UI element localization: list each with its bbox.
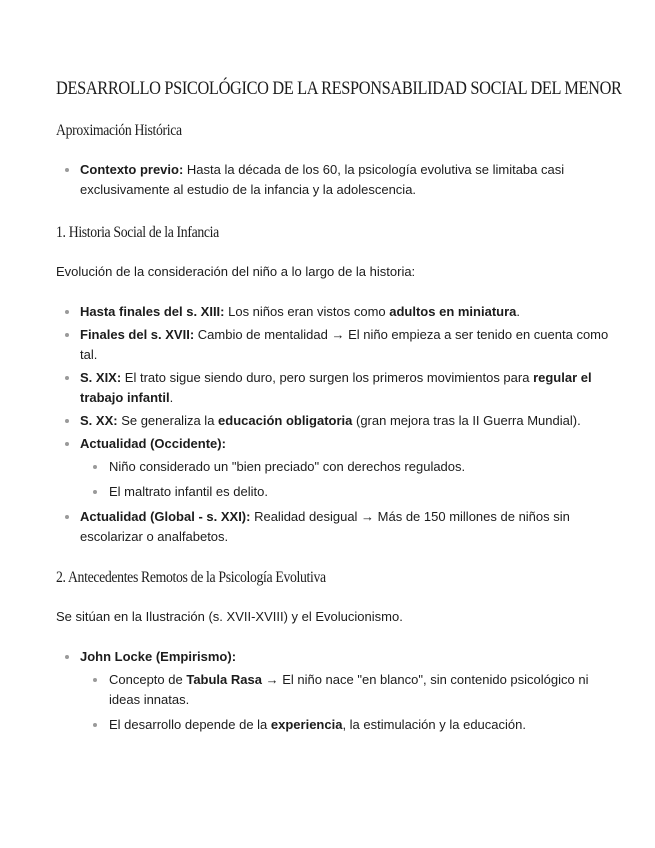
item-label: Finales del s. XVII: [80, 327, 195, 342]
sub-list-item [80, 715, 615, 735]
item-text: Realidad desigual → Más de 150 millones de niños sin escolarizar o analfabetos. [80, 509, 570, 544]
list-item [56, 325, 615, 365]
item-text: Los niños eran vistos como [224, 304, 390, 319]
sub-list-item: Niño considerado un "bien preciado" con derechos regulados. [80, 457, 615, 477]
sub-list [80, 670, 615, 735]
list-item [56, 302, 615, 322]
item-label: John Locke (Empirismo): [80, 649, 237, 664]
sub-list-item: El maltrato infantil es delito. [80, 482, 615, 502]
section-heading-antecedentes: 2. Antecedentes Remotos de la Psicología Evolutiva [56, 569, 326, 586]
item-label: Actualidad (Global - s. XXI): [80, 509, 251, 524]
list-item [56, 411, 615, 431]
item-label: S. XX: [80, 413, 118, 428]
item-text: → El niño nace "en blanco", sin contenido psicológico ni ideas innatas. [109, 672, 589, 707]
document-title: DESARROLLO PSICOLÓGICO DE LA RESPONSABILIDAD SOCIAL DEL MENOR [56, 78, 622, 99]
list-item [56, 507, 615, 547]
section-heading-historia: 1. Historia Social de la Infancia [56, 224, 219, 241]
item-text: (gran mejora tras la II Guerra Mundial). [352, 413, 581, 428]
item-text: Concepto de [109, 672, 187, 687]
section-intro: Evolución de la consideración del niño a lo largo de la historia: [56, 264, 416, 279]
item-emphasis: Tabula Rasa [186, 672, 262, 687]
list-item [56, 160, 615, 200]
bullet-list-antecedentes [56, 647, 615, 735]
item-text: . [169, 390, 174, 405]
section-heading-aproximacion: Aproximación Histórica [56, 122, 182, 139]
item-emphasis: experiencia [270, 717, 343, 732]
item-emphasis: adultos en miniatura [389, 304, 517, 319]
list-item [56, 368, 615, 408]
bullet-list-historia [56, 302, 615, 547]
item-text: . [516, 304, 521, 319]
item-text: El desarrollo depende de la [109, 717, 271, 732]
sub-list [80, 457, 615, 502]
item-emphasis: educación obligatoria [218, 413, 353, 428]
list-item [56, 647, 615, 735]
item-text: Hasta la década de los 60, la psicología evolutiva se limitaba casi exclusivamente al estudio de la infancia y la adolescencia. [80, 162, 565, 197]
item-text: Cambio de mentalidad → El niño empieza a ser tenido en cuenta como tal. [80, 327, 609, 362]
item-text: , la estimulación y la educación. [342, 717, 526, 732]
item-text: El trato sigue siendo duro, pero surgen los primeros movimientos para [121, 370, 534, 385]
section-intro: Se sitúan en la Ilustración (s. XVII-XVIII) y el Evolucionismo. [56, 609, 403, 624]
item-label: Actualidad (Occidente): [80, 436, 226, 451]
list-item [56, 434, 615, 502]
item-label: Hasta finales del s. XIII: [80, 304, 225, 319]
item-label: S. XIX: [80, 370, 122, 385]
item-emphasis: regular el trabajo infantil [80, 370, 592, 405]
sub-list-item [80, 670, 615, 710]
bullet-list-aproximacion [56, 160, 615, 200]
item-text: Se generaliza la [117, 413, 219, 428]
item-label: Contexto previo: [80, 162, 184, 177]
